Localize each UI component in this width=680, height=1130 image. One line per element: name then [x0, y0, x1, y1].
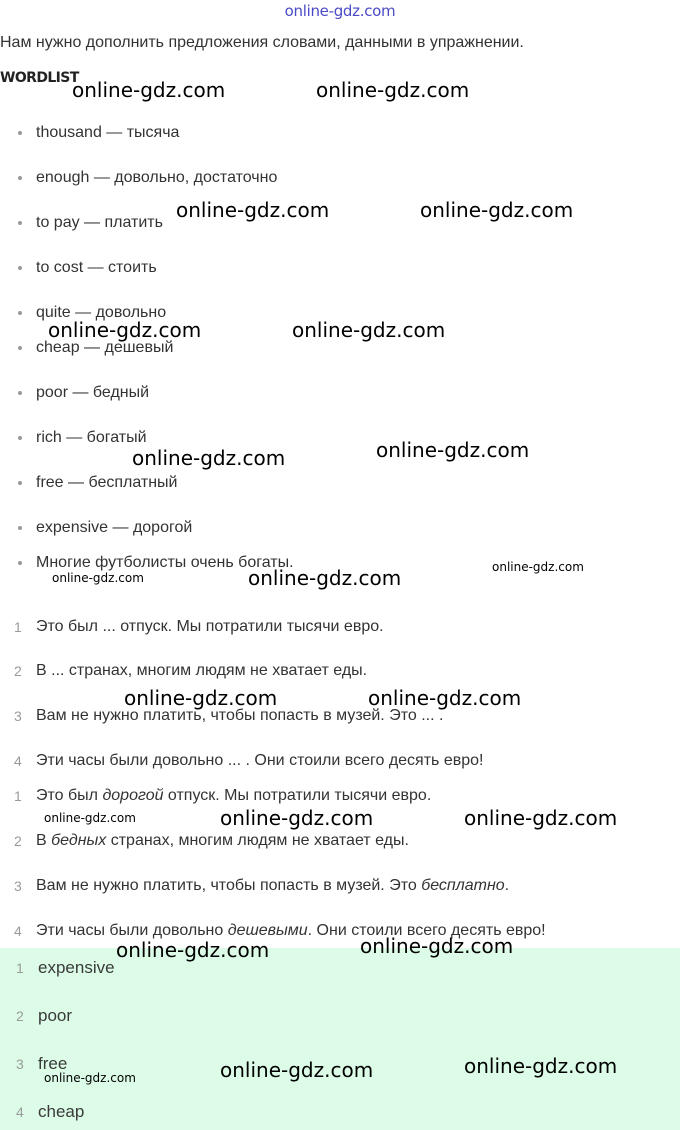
watermark: online-gdz.com: [48, 318, 202, 342]
bullet-icon: [18, 311, 22, 315]
watermark: online-gdz.com: [316, 78, 470, 102]
bullet-icon: [18, 176, 22, 180]
bullet-icon: [18, 266, 22, 270]
site-header[interactable]: online-gdz.com: [284, 2, 396, 20]
watermark: online-gdz.com: [124, 686, 278, 710]
bullet-icon: [18, 561, 22, 565]
answers-panel: 1 expensive 2 poor 3 free 4 cheap: [0, 948, 680, 1130]
watermark: online-gdz.com: [420, 198, 574, 222]
wordlist-title: WORDLIST: [0, 70, 79, 86]
watermark: online-gdz.com: [44, 811, 136, 825]
bullet-icon: [18, 221, 22, 225]
bullet-icon: [18, 131, 22, 135]
watermark: online-gdz.com: [132, 446, 286, 470]
watermark: online-gdz.com: [44, 1071, 136, 1085]
watermark: online-gdz.com: [376, 438, 530, 462]
watermark: online-gdz.com: [492, 560, 584, 574]
bullet-icon: [18, 436, 22, 440]
watermark: online-gdz.com: [72, 78, 226, 102]
watermark: online-gdz.com: [176, 198, 330, 222]
answer-word: бедных: [51, 832, 107, 849]
watermark: online-gdz.com: [292, 318, 446, 342]
watermark: online-gdz.com: [248, 566, 402, 590]
intro-text: Нам нужно дополнить предложения словами, данными в упражнении.: [0, 34, 524, 51]
watermark: online-gdz.com: [220, 806, 374, 830]
watermark: online-gdz.com: [464, 806, 618, 830]
bullet-icon: [18, 481, 22, 485]
watermark: online-gdz.com: [220, 1058, 374, 1082]
watermark: online-gdz.com: [52, 571, 144, 585]
answer-word: дешевыми: [227, 922, 308, 939]
bullet-icon: [18, 391, 22, 395]
watermark: online-gdz.com: [368, 686, 522, 710]
bullet-icon: [18, 346, 22, 350]
watermark: online-gdz.com: [464, 1054, 618, 1078]
answer-word: бесплатно: [421, 877, 505, 894]
bullet-icon: [18, 526, 22, 530]
watermark: online-gdz.com: [116, 938, 270, 962]
answer-word: дорогой: [102, 787, 164, 804]
watermark: online-gdz.com: [360, 934, 514, 958]
